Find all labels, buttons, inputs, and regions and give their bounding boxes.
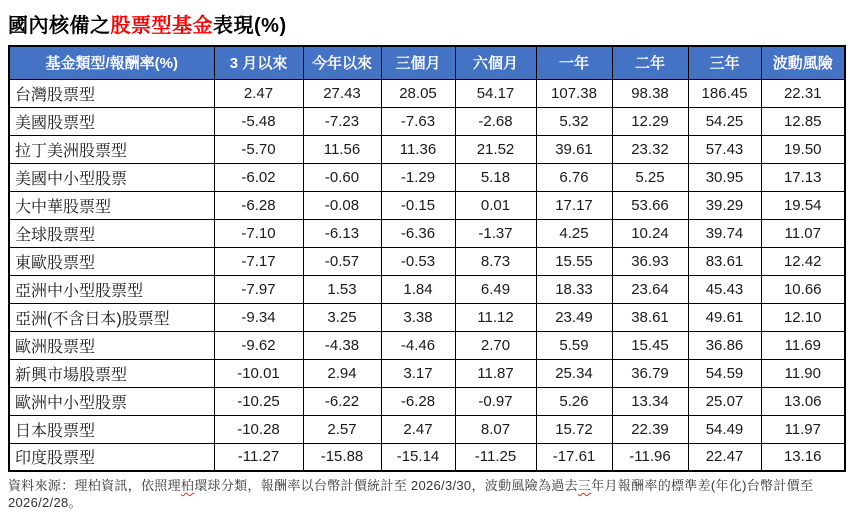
spellcheck-squiggle-text: 柏: [180, 478, 195, 493]
value-cell: 4.25: [536, 219, 612, 247]
spellcheck-squiggle-text: 三: [577, 478, 592, 493]
value-cell: 8.73: [455, 247, 536, 275]
fund-type-cell: 日本股票型: [9, 415, 214, 443]
value-cell: 27.43: [303, 79, 381, 107]
table-row: [9, 275, 845, 303]
page-title: [8, 9, 845, 38]
table-row: [9, 247, 845, 275]
fund-type-cell: 美國中小型股票: [9, 163, 214, 191]
value-cell: -0.15: [381, 191, 455, 219]
value-cell: 22.39: [612, 415, 688, 443]
table-row: [9, 303, 845, 331]
table-row: [9, 415, 845, 443]
table-row: [9, 79, 845, 107]
value-cell: 5.18: [455, 163, 536, 191]
value-cell: 10.66: [761, 275, 845, 303]
value-cell: 5.25: [612, 163, 688, 191]
value-cell: 12.42: [761, 247, 845, 275]
value-cell: 186.45: [688, 79, 761, 107]
value-cell: 1.84: [381, 275, 455, 303]
value-cell: 23.64: [612, 275, 688, 303]
value-cell: -0.08: [303, 191, 381, 219]
fund-type-cell: 亞洲(不含日本)股票型: [9, 303, 214, 331]
value-cell: 6.49: [455, 275, 536, 303]
value-cell: -7.17: [214, 247, 303, 275]
value-cell: 8.07: [455, 415, 536, 443]
fund-type-cell: 歐洲中小型股票: [9, 387, 214, 415]
value-cell: 38.61: [612, 303, 688, 331]
value-cell: 36.93: [612, 247, 688, 275]
value-cell: -7.10: [214, 219, 303, 247]
table-row: [9, 443, 845, 471]
value-cell: -6.22: [303, 387, 381, 415]
value-cell: 1.53: [303, 275, 381, 303]
value-cell: -6.02: [214, 163, 303, 191]
value-cell: 12.29: [612, 107, 688, 135]
value-cell: 22.47: [688, 443, 761, 471]
column-header: 一年: [536, 46, 612, 79]
value-cell: -7.63: [381, 107, 455, 135]
value-cell: 2.70: [455, 331, 536, 359]
value-cell: 12.85: [761, 107, 845, 135]
value-cell: 5.59: [536, 331, 612, 359]
column-header: 二年: [612, 46, 688, 79]
value-cell: 3.17: [381, 359, 455, 387]
value-cell: -15.88: [303, 443, 381, 471]
value-cell: 2.47: [381, 415, 455, 443]
column-header: 波動風險: [761, 46, 845, 79]
value-cell: 0.01: [455, 191, 536, 219]
value-cell: -0.57: [303, 247, 381, 275]
page-title-suffix: 表現(%): [213, 15, 287, 37]
value-cell: 30.95: [688, 163, 761, 191]
value-cell: -6.28: [214, 191, 303, 219]
value-cell: 107.38: [536, 79, 612, 107]
value-cell: 28.05: [381, 79, 455, 107]
table-row: [9, 219, 845, 247]
value-cell: 54.49: [688, 415, 761, 443]
column-header: 六個月: [455, 46, 536, 79]
value-cell: -1.37: [455, 219, 536, 247]
value-cell: -7.23: [303, 107, 381, 135]
table-row: [9, 331, 845, 359]
table-row: [9, 163, 845, 191]
value-cell: 57.43: [688, 135, 761, 163]
fund-type-cell: 東歐股票型: [9, 247, 214, 275]
value-cell: 22.31: [761, 79, 845, 107]
value-cell: -9.34: [214, 303, 303, 331]
value-cell: -10.28: [214, 415, 303, 443]
value-cell: 25.34: [536, 359, 612, 387]
value-cell: 49.61: [688, 303, 761, 331]
fund-type-cell: 全球股票型: [9, 219, 214, 247]
column-header-fund-type: 基金類型/報酬率(%): [9, 46, 214, 79]
fund-type-cell: 拉丁美洲股票型: [9, 135, 214, 163]
value-cell: 54.59: [688, 359, 761, 387]
value-cell: 11.07: [761, 219, 845, 247]
value-cell: 11.90: [761, 359, 845, 387]
value-cell: 98.38: [612, 79, 688, 107]
value-cell: -15.14: [381, 443, 455, 471]
value-cell: 11.12: [455, 303, 536, 331]
value-cell: -6.36: [381, 219, 455, 247]
value-cell: 45.43: [688, 275, 761, 303]
value-cell: -0.97: [455, 387, 536, 415]
fund-type-cell: 新興市場股票型: [9, 359, 214, 387]
fund-type-cell: 歐洲股票型: [9, 331, 214, 359]
value-cell: -9.62: [214, 331, 303, 359]
page-title-highlight: 股票型基金: [110, 15, 213, 37]
value-cell: -1.29: [381, 163, 455, 191]
value-cell: 11.69: [761, 331, 845, 359]
column-header: 三個月: [381, 46, 455, 79]
column-header: 今年以來: [303, 46, 381, 79]
value-cell: 83.61: [688, 247, 761, 275]
column-header: 三年: [688, 46, 761, 79]
value-cell: -0.53: [381, 247, 455, 275]
column-header: 3 月以來: [214, 46, 303, 79]
value-cell: -6.13: [303, 219, 381, 247]
fund-type-cell: 亞洲中小型股票型: [9, 275, 214, 303]
value-cell: 10.24: [612, 219, 688, 247]
value-cell: 11.97: [761, 415, 845, 443]
value-cell: 15.45: [612, 331, 688, 359]
footnote-text: 資料來源：理柏資訊，依照理: [8, 478, 181, 493]
value-cell: 54.17: [455, 79, 536, 107]
value-cell: 3.25: [303, 303, 381, 331]
page-title-prefix: 國內核備之: [8, 15, 111, 37]
fund-type-cell: 印度股票型: [9, 443, 214, 471]
value-cell: 12.10: [761, 303, 845, 331]
value-cell: 2.47: [214, 79, 303, 107]
value-cell: 39.29: [688, 191, 761, 219]
value-cell: 23.32: [612, 135, 688, 163]
value-cell: 2.94: [303, 359, 381, 387]
fund-performance-table: [8, 45, 846, 472]
value-cell: 11.87: [455, 359, 536, 387]
value-cell: 18.33: [536, 275, 612, 303]
value-cell: 3.38: [381, 303, 455, 331]
value-cell: -6.28: [381, 387, 455, 415]
value-cell: 19.54: [761, 191, 845, 219]
value-cell: -2.68: [455, 107, 536, 135]
table-row: [9, 191, 845, 219]
value-cell: 13.34: [612, 387, 688, 415]
value-cell: -4.38: [303, 331, 381, 359]
value-cell: 13.16: [761, 443, 845, 471]
value-cell: 53.66: [612, 191, 688, 219]
value-cell: 11.56: [303, 135, 381, 163]
value-cell: 36.79: [612, 359, 688, 387]
value-cell: -5.70: [214, 135, 303, 163]
table-header-row: [9, 46, 845, 79]
value-cell: 5.32: [536, 107, 612, 135]
value-cell: 6.76: [536, 163, 612, 191]
value-cell: 23.49: [536, 303, 612, 331]
value-cell: -11.25: [455, 443, 536, 471]
fund-type-cell: 美國股票型: [9, 107, 214, 135]
table-row: [9, 359, 845, 387]
footnote-text: 環球分類，報酬率以台幣計價統計至 2026/3/30，波動風險為過去: [194, 478, 578, 493]
source-footnote: [8, 477, 846, 511]
value-cell: 17.17: [536, 191, 612, 219]
value-cell: -7.97: [214, 275, 303, 303]
value-cell: -4.46: [381, 331, 455, 359]
value-cell: 25.07: [688, 387, 761, 415]
fund-type-cell: 台灣股票型: [9, 79, 214, 107]
value-cell: 17.13: [761, 163, 845, 191]
value-cell: 11.36: [381, 135, 455, 163]
table-row: [9, 107, 845, 135]
value-cell: -11.27: [214, 443, 303, 471]
value-cell: 21.52: [455, 135, 536, 163]
table-row: [9, 387, 845, 415]
fund-type-cell: 大中華股票型: [9, 191, 214, 219]
value-cell: -10.25: [214, 387, 303, 415]
value-cell: 19.50: [761, 135, 845, 163]
value-cell: 2.57: [303, 415, 381, 443]
value-cell: 5.26: [536, 387, 612, 415]
table-row: [9, 135, 845, 163]
value-cell: -10.01: [214, 359, 303, 387]
value-cell: 15.55: [536, 247, 612, 275]
value-cell: 36.86: [688, 331, 761, 359]
value-cell: 13.06: [761, 387, 845, 415]
value-cell: 54.25: [688, 107, 761, 135]
value-cell: -17.61: [536, 443, 612, 471]
value-cell: 39.61: [536, 135, 612, 163]
value-cell: -0.60: [303, 163, 381, 191]
value-cell: 15.72: [536, 415, 612, 443]
value-cell: 39.74: [688, 219, 761, 247]
value-cell: -11.96: [612, 443, 688, 471]
value-cell: -5.48: [214, 107, 303, 135]
footnote-text: 年月報酬率的標準差(年化)台幣計價至 2026/2/28。: [8, 478, 814, 510]
